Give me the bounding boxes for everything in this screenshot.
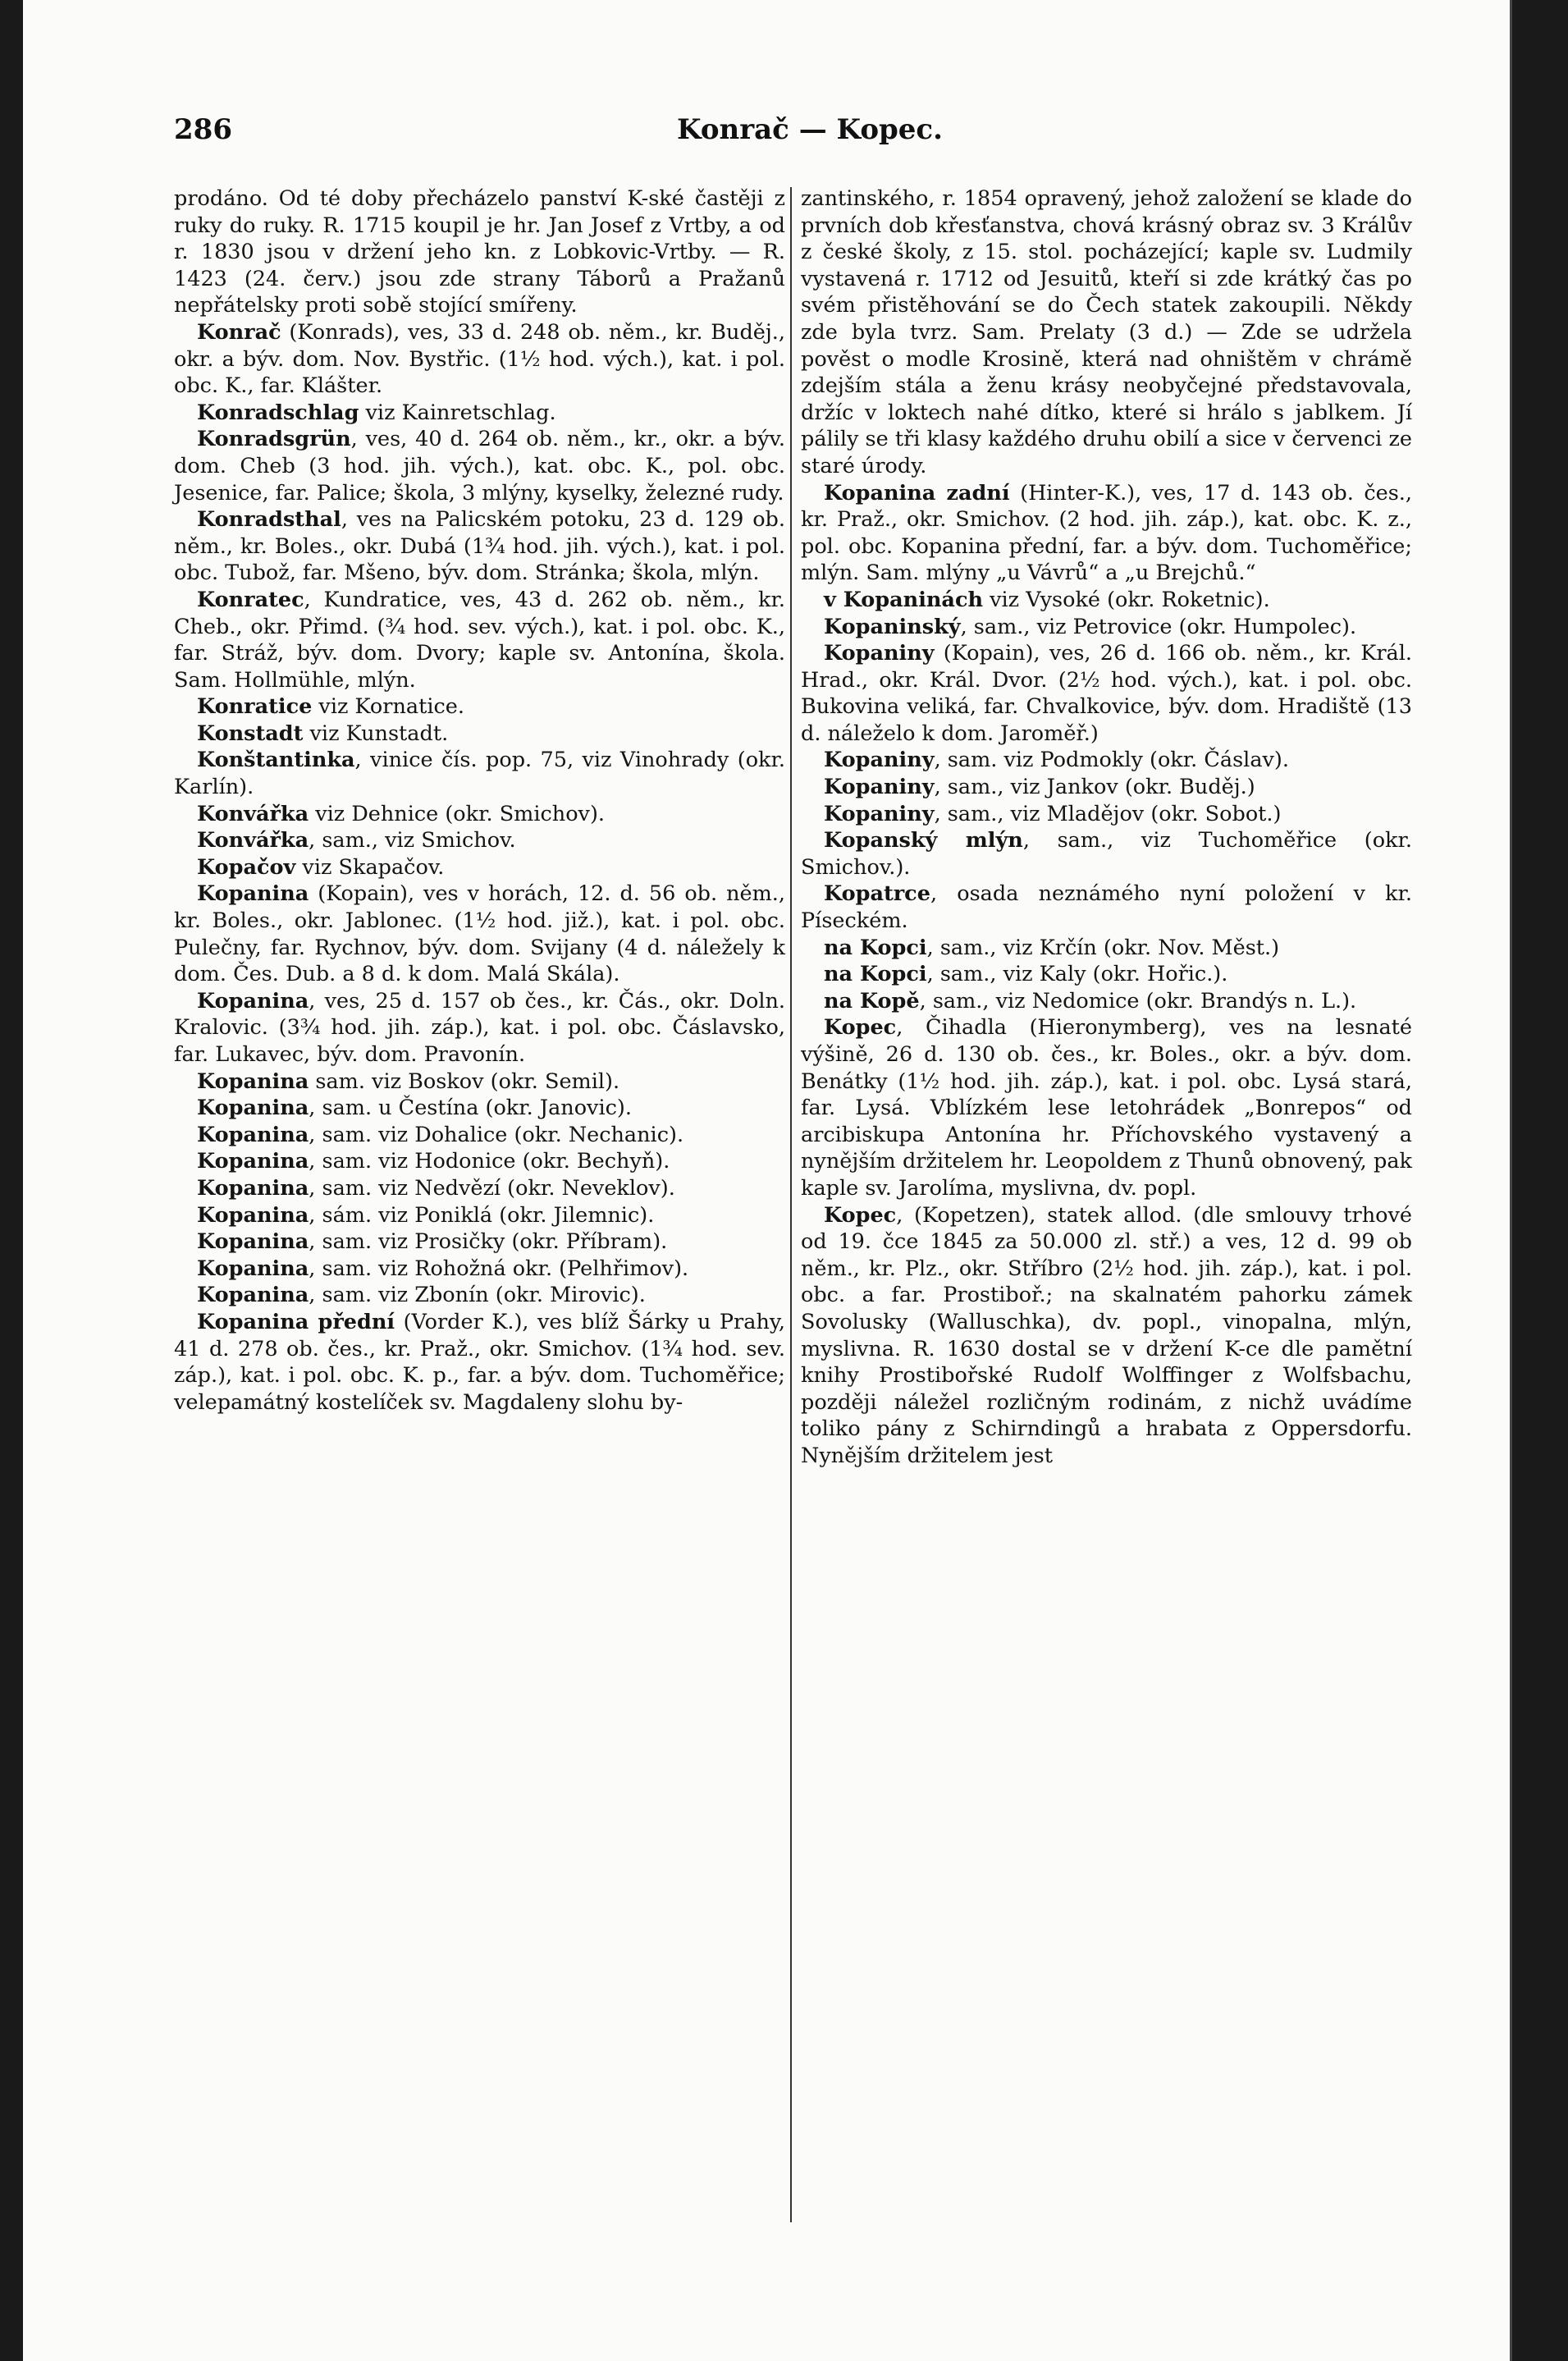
entry-text: , ves, 25 d. 157 ob čes., kr. Čás., okr. Doln. Kralovic. (3¾ hod. jih. záp.), kat. i pol. obc. Čáslavsko, far. Lukavec, býv. dom. Pravonín. <box>174 988 785 1067</box>
dictionary-entry <box>174 185 785 319</box>
entry-text: , vinice čís. pop. 75, viz Vinohrady (okr. Karlín). <box>174 748 785 800</box>
dictionary-entry <box>174 319 785 400</box>
entry-headword: Konratec <box>197 587 304 612</box>
entry-headword: Kopanina <box>197 1175 309 1201</box>
entry-headword: na Kopci <box>824 962 927 987</box>
entry-headword: Kopačov <box>197 854 296 880</box>
entry-headword: Kopec <box>824 1015 897 1041</box>
column-divider <box>790 187 792 2222</box>
entry-text: , sam. viz Nedvězí (okr. Neveklov). <box>309 1175 675 1201</box>
dictionary-entry <box>801 185 1412 480</box>
dictionary-entry <box>174 426 785 506</box>
entry-text: , sam. viz Rohožná okr. (Pelhřimov). <box>309 1256 689 1281</box>
entry-text: , osada neznámého nyní položení v kr. Píseckém. <box>801 881 1412 934</box>
dictionary-entry <box>801 640 1412 747</box>
entry-text: (Kopain), ves, 26 d. 166 ob. něm., kr. Král. Hrad., okr. Král. Dvor. (2½ hod. vých.), kat. i pol. obc. Bukovina veliká, far. Chvalkovice, býv. dom. Hradiště (13 d. náleželo k dom. Jaroměř.) <box>801 641 1412 746</box>
entry-text: , Kundratice, ves, 43 d. 262 ob. něm., kr. Cheb., okr. Přimd. (¾ hod. sev. vých.), kat. i pol. obc. K., far. Stráž, býv. dom. Dvory; kaple sv. Antonína, škola. Sam. Hollmühle, mlýn. <box>174 587 785 693</box>
entry-text: (Vorder K.), ves blíž Šárky u Prahy, 41 d. 278 ob. čes., kr. Praž., okr. Smichov. (1¾ hod. sev. záp.), kat. i pol. obc. K. p., far. a býv. dom. Tuchoměřice; velepamátný kostelíček sv. Magdaleny slohu by- <box>174 1309 785 1415</box>
dictionary-entry <box>174 1309 785 1416</box>
entry-text: viz Dehnice (okr. Smichov). <box>309 801 606 826</box>
dictionary-entry <box>801 827 1412 881</box>
entry-headword: Konradsthal <box>197 507 341 533</box>
entry-headword: Kopaniny <box>824 775 935 800</box>
dictionary-entry <box>801 801 1412 828</box>
dictionary-entry <box>174 881 785 987</box>
entry-headword: Konvářka <box>197 801 309 826</box>
entry-text: , sám. viz Poniklá (okr. Jilemnic). <box>309 1202 655 1228</box>
dictionary-entry <box>801 881 1412 934</box>
entry-text: , sam. viz Zbonín (okr. Mirovic). <box>309 1283 646 1308</box>
page-number: 286 <box>174 113 232 146</box>
entry-text: , sam. viz Prosičky (okr. Příbram). <box>309 1229 668 1255</box>
entry-text: , sam., viz Mladějov (okr. Sobot.) <box>934 801 1282 826</box>
entry-text: (Konrads), ves, 33 d. 248 ob. něm., kr. Buděj., okr. a býv. dom. Nov. Bystřic. (1½ hod. vých.), kat. i pol. obc. K., far. Klášter. <box>174 319 785 399</box>
dictionary-entry <box>801 988 1412 1015</box>
entry-text: viz Kunstadt. <box>303 721 449 746</box>
dictionary-entry <box>174 988 785 1068</box>
page-header <box>174 113 1446 162</box>
entry-headword: Kopaniny <box>824 748 935 773</box>
dictionary-entry <box>174 1282 785 1309</box>
entry-text: viz Vysoké (okr. Roketnic). <box>983 587 1270 612</box>
entry-headword: Konstadt <box>197 721 304 746</box>
dictionary-entry <box>801 961 1412 988</box>
entry-headword: Kopanina <box>197 1122 309 1147</box>
entry-headword: Kopanina <box>197 1068 309 1094</box>
entry-headword: na Kopci <box>824 935 927 960</box>
entry-text: , sam. viz Podmokly (okr. Čáslav). <box>934 748 1289 773</box>
entry-text: , ves, 40 d. 264 ob. něm., kr., okr. a býv. dom. Cheb (3 hod. jih. vých.), kat. obc. K., pol. obc. Jesenice, far. Palice; škola, 3 mlýny, kyselky, železné rudy. <box>174 427 785 506</box>
dictionary-entry <box>174 747 785 800</box>
entry-text: , sam. u Čestína (okr. Janovic). <box>309 1096 632 1121</box>
entry-headword: Kopanina <box>197 1149 309 1174</box>
dictionary-entry <box>174 854 785 881</box>
entry-headword: Kopanina přední <box>197 1309 395 1334</box>
entry-headword: Konradschlag <box>197 400 359 425</box>
dictionary-entry <box>174 801 785 828</box>
dictionary-entry <box>174 1095 785 1122</box>
entry-text: viz Kainretschlag. <box>359 400 556 425</box>
entry-text: , ves na Palicském potoku, 23 d. 129 ob. něm., kr. Boles., okr. Dubá (1¾ hod. jih. vých.), kat. i pol. obc. Tubož, far. Mšeno, býv. dom. Stránka; škola, mlýn. <box>174 507 785 586</box>
entry-headword: Kopanina <box>197 1202 309 1228</box>
entry-text: , sam., viz Jankov (okr. Buděj.) <box>934 775 1255 800</box>
entry-headword: Kopec <box>824 1202 897 1228</box>
dictionary-entry <box>174 400 785 427</box>
entry-text: , sam., viz Kaly (okr. Hořic.). <box>926 962 1228 987</box>
entry-text: , sam., viz Nedomice (okr. Brandýs n. L.). <box>919 988 1357 1013</box>
dictionary-entry <box>801 614 1412 641</box>
entry-text: sam. viz Boskov (okr. Semil). <box>309 1068 620 1094</box>
running-title: Konrač — Kopec. <box>677 113 943 146</box>
dictionary-entry <box>174 1256 785 1283</box>
entry-headword: Konratice <box>197 694 313 720</box>
dictionary-entry <box>174 1229 785 1256</box>
entry-text: , sam. viz Hodonice (okr. Bechyň). <box>309 1149 670 1174</box>
dictionary-entry <box>801 1014 1412 1201</box>
dictionary-entry <box>174 1068 785 1096</box>
dictionary-entry <box>174 827 785 854</box>
dictionary-entry <box>174 1148 785 1175</box>
dictionary-entry <box>174 587 785 693</box>
entry-text: prodáno. Od té doby přecházelo panství K-ské častěji z ruky do ruky. R. 1715 koupil je hr. Jan Josef z Vrtby, a od r. 1830 jsou v držení jeho kn. z Lobkovic-Vrtby. — R. 1423 (24. červ.) jsou zde strany Táborů a Pražanů nepřátelsky proti sobě stojící smířeny. <box>174 186 785 318</box>
entry-headword: Kopanina zadní <box>824 480 1010 506</box>
entry-text: , sam., viz Smichov. <box>309 828 516 853</box>
entry-text: viz Kornatice. <box>312 694 464 720</box>
left-column <box>174 185 785 1416</box>
book-page <box>23 0 1510 2361</box>
dictionary-entry <box>801 1202 1412 1470</box>
entry-headword: Kopanina <box>197 1283 309 1308</box>
entry-headword: na Kopě <box>824 988 920 1013</box>
entry-text: , sam., viz Petrovice (okr. Humpolec). <box>960 614 1357 639</box>
entry-text: viz Skapačov. <box>295 854 445 880</box>
entry-headword: Kopaninský <box>824 614 961 639</box>
entry-headword: Kopanina <box>197 988 309 1013</box>
right-column <box>801 185 1412 1470</box>
entry-headword: Kopanina <box>197 1096 309 1121</box>
dictionary-entry <box>174 1202 785 1229</box>
entry-headword: Kopaniny <box>824 801 935 826</box>
entry-text: , sam., viz Krčín (okr. Nov. Měst.) <box>926 935 1280 960</box>
entry-text: , (Kopetzen), statek allod. (dle smlouvy trhové od 19. čce 1845 za 50.000 zl. stř.) a ves, 12 d. 99 ob něm., kr. Plz., okr. Stříbro (2½ hod. jih. záp.), kat. i pol. obc. a far. Prostiboř.; na skalnatém pahorku zámek Sovolusky (Walluschka), dv. popl., vinopalna, mlýn, myslivna. R. 1630 dostal se v držení K-ce dle pamětní knihy Prostibořské Rudolf Wolffinger z Wolfsbachu, později náležel rozličným rodinám, z nichž uvádíme toliko pány z Schirndingů a hrabata z Oppersdorfu. Nynějším držitelem jest <box>801 1202 1412 1468</box>
dictionary-entry <box>174 1175 785 1202</box>
entry-text: , sam., viz Tuchoměřice (okr. Smichov.). <box>801 828 1412 880</box>
dictionary-entry <box>801 935 1412 962</box>
entry-headword: Kopaniny <box>824 641 935 666</box>
dictionary-entry <box>801 747 1412 774</box>
entry-headword: v Kopaninách <box>824 587 984 612</box>
entry-text: , sam. viz Dohalice (okr. Nechanic). <box>309 1122 684 1147</box>
entry-headword: Kopanina <box>197 1256 309 1281</box>
entry-text: zantinského, r. 1854 opravený, jehož založení se klade do prvních dob křesťanstva, chová krásný obraz sv. 3 Králův z české školy, z 15. stol. pocházející; kaple sv. Ludmily vystavená r. 1712 od Jesuitů, kteří si zde krátký čas po svém přistěhování se do Čech statek zakoupili. Někdy zde byla tvrz. Sam. Prelaty (3 d.) — Zde se udržela pověst o modle Krosině, která nad ohništěm v chrámě zdejším stála a ženu krásy neobyčejné představovala, držíc v loktech nahé dítko, které si hrálo s jablkem. Jí pálily se tři klasy každého druhu obilí a sice v červenci ze staré úrody. <box>801 186 1412 478</box>
dictionary-entry <box>174 506 785 587</box>
entry-headword: Konradsgrün <box>197 427 351 452</box>
page-edge <box>1510 0 1512 2361</box>
entry-headword: Kopanina <box>197 1229 309 1255</box>
dictionary-entry <box>801 587 1412 614</box>
entry-headword: Konštantinka <box>197 748 355 773</box>
entry-headword: Kopanský mlýn <box>824 828 1023 853</box>
entry-headword: Kopatrce <box>824 881 930 907</box>
dictionary-entry <box>801 480 1412 587</box>
entry-headword: Konvářka <box>197 828 309 853</box>
entry-text: (Kopain), ves v horách, 12. d. 56 ob. něm., kr. Boles., okr. Jablonec. (1½ hod. již.), kat. i pol. obc. Pulečny, far. Rychnov, býv. dom. Svijany (4 d. náležely k dom. Čes. Dub. a 8 d. k dom. Malá Skála). <box>174 881 785 987</box>
entry-headword: Konrač <box>197 319 281 345</box>
entry-text: (Hinter-K.), ves, 17 d. 143 ob. čes., kr. Praž., okr. Smichov. (2 hod. jih. záp.), kat. obc. K. z., pol. obc. Kopanina přední, far. a býv. dom. Tuchoměřice; mlýn. Sam. mlýny „u Vávrů“ a „u Brejchů.“ <box>801 480 1412 586</box>
dictionary-entry <box>174 1122 785 1149</box>
entry-text: , Čihadla (Hieronymberg), ves na lesnaté výšině, 26 d. 130 ob. čes., kr. Boles., okr. a býv. dom. Benátky (1½ hod. jih. záp.), kat. i pol. obc. Lysá stará, far. Lysá. Vblízkém lese letohrádek „Bonrepos“ od arcibiskupa Antonína hr. Příchovského vystavený a nynějším držitelem hr. Leopoldem z Thunů obnovený, pak kaple sv. Jarolíma, myslivna, dv. popl. <box>801 1015 1412 1201</box>
dictionary-entry <box>174 721 785 748</box>
dictionary-entry <box>174 693 785 721</box>
dictionary-entry <box>801 774 1412 801</box>
entry-headword: Kopanina <box>197 881 309 907</box>
